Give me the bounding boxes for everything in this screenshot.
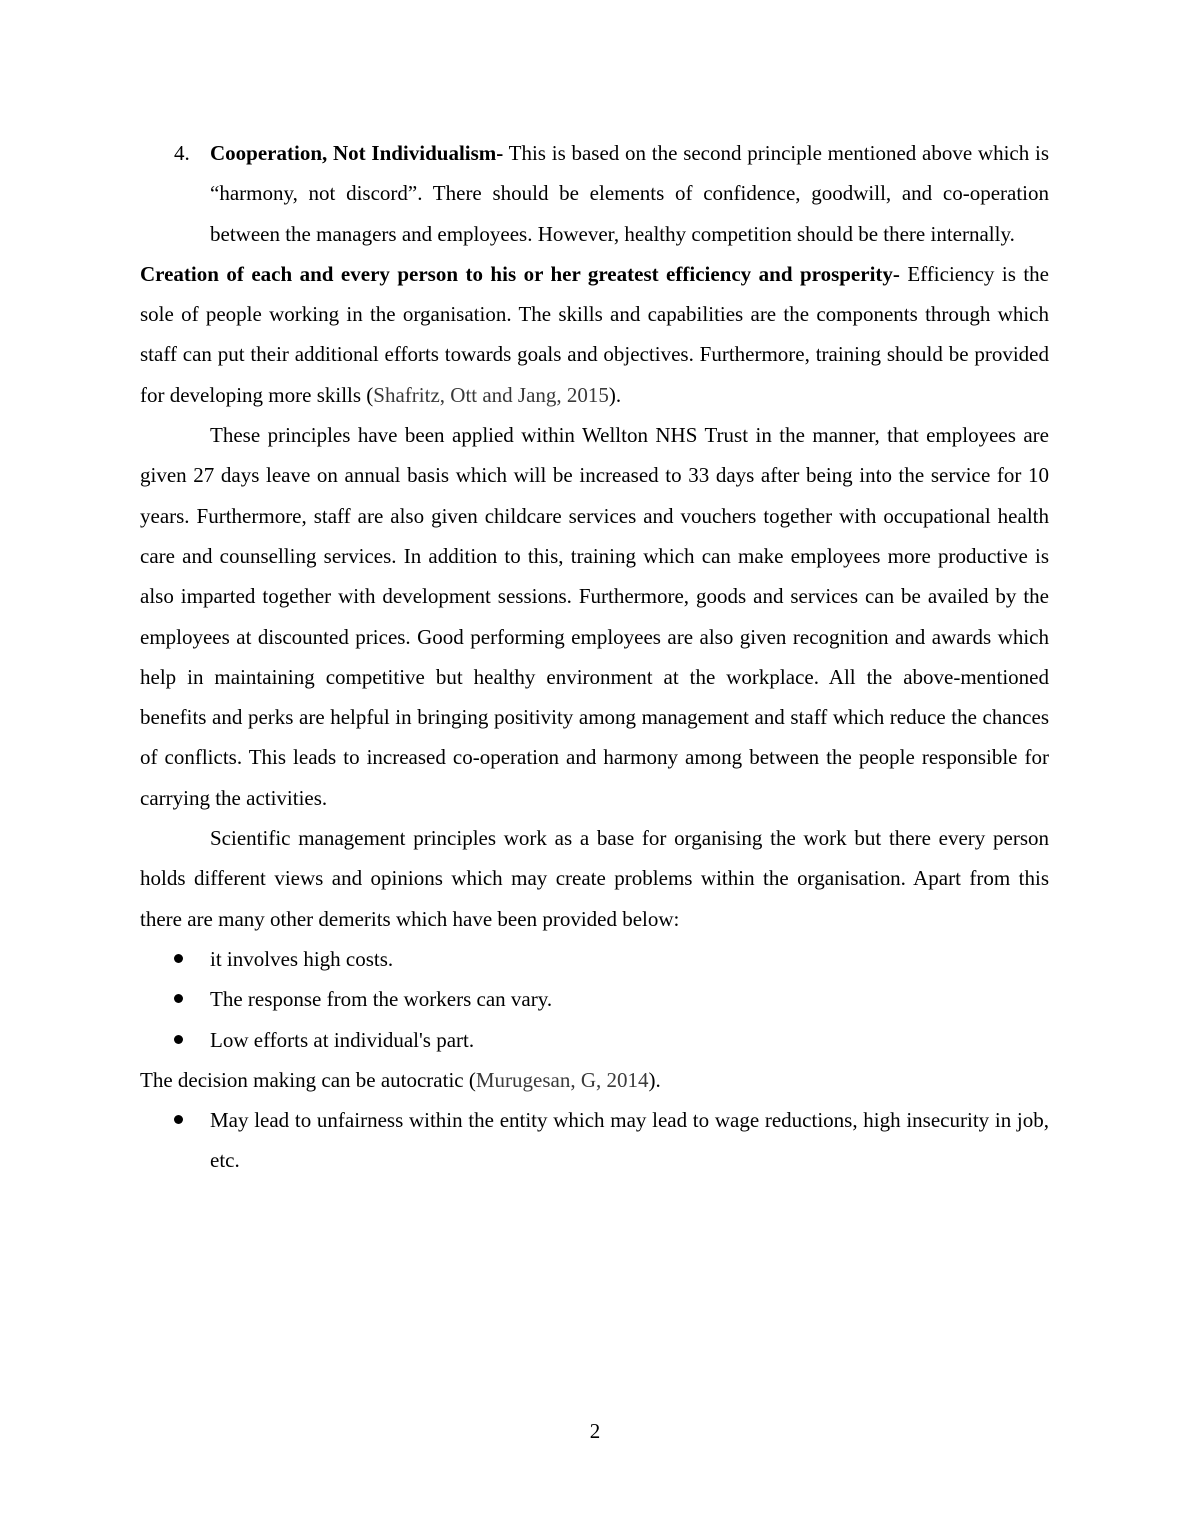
creation-closing: ). [608,382,622,407]
decision-closing: ). [648,1067,661,1092]
wellton-paragraph: These principles have been applied within Wellton NHS Trust in the manner, that employees are given 27 days leave on annual basis which will be increased to 33 days after being into the service for 10 years. Furthermore, staff are also given childcare services and vouchers together with occupational health care and counselling services. In addition to this, training which can make employees more productive is also imparted together with development sessions. Furthermore, goods and services can be availed by the employees at discounted prices. Good performing employees are also given recognition and awards which help in maintaining competitive but healthy environment at the workplace. All the above-mentioned benefits and perks are helpful in bringing positivity among management and staff which reduce the chances of conflicts. This leads to increased co-operation and harmony among between the people responsible for carrying the activities. [140,423,1049,810]
decision-line [140,1060,1049,1100]
scientific-paragraph: Scientific management principles work as a base for organising the work but there every person holds different views and opinions which may create problems within the organisation. Apart from this there are many other demerits which have been provided below: [140,826,1049,931]
demerit-item [140,1020,1049,1060]
page-number: 2 [589,1419,601,1443]
unfairness-text: May lead to unfairness within the entity which may lead to wage reductions, high insecurity in job, etc. [210,1108,1049,1173]
creation-heading: Creation of each and every person to his or her greatest efficiency and prosperity- [140,261,900,286]
citation-murugesan: Murugesan, G, 2014 [475,1067,649,1092]
bullet-icon [174,994,183,1003]
bullet-icon [174,1035,183,1044]
demerit-item [140,979,1049,1019]
decision-text: The decision making can be autocratic ( [140,1067,476,1092]
citation-shafritz: Shafritz, Ott and Jang, 2015 [373,382,609,407]
cooperation-heading: Cooperation, Not Individualism- [210,141,504,165]
demerit-item-unfairness [140,1100,1049,1181]
document-body [140,133,1049,1181]
bullet-icon [174,954,183,963]
creation-paragraph [140,254,1049,415]
demerit-text: The response from the workers can vary. [210,987,553,1012]
demerit-item [140,939,1049,979]
creation-text: Efficiency is the sole of people working in the organisation. The skills and capabilities are the components through which staff can put their additional efforts towards goals and objectives. Furthermore, training should be provided for developing more skills ( [140,261,1049,407]
list-item-cooperation [140,133,1049,254]
list-number: 4. [174,141,190,165]
demerit-text: it involves high costs. [210,946,394,971]
cooperation-text: This is based on the second principle mentioned above which is “harmony, not discord”. There should be elements of confidence, goodwill, and co-operation between the managers and employees. However, healthy competition should be there internally. [210,141,1049,246]
bullet-icon [174,1115,183,1124]
demerit-text: Low efforts at individual's part. [210,1027,475,1052]
